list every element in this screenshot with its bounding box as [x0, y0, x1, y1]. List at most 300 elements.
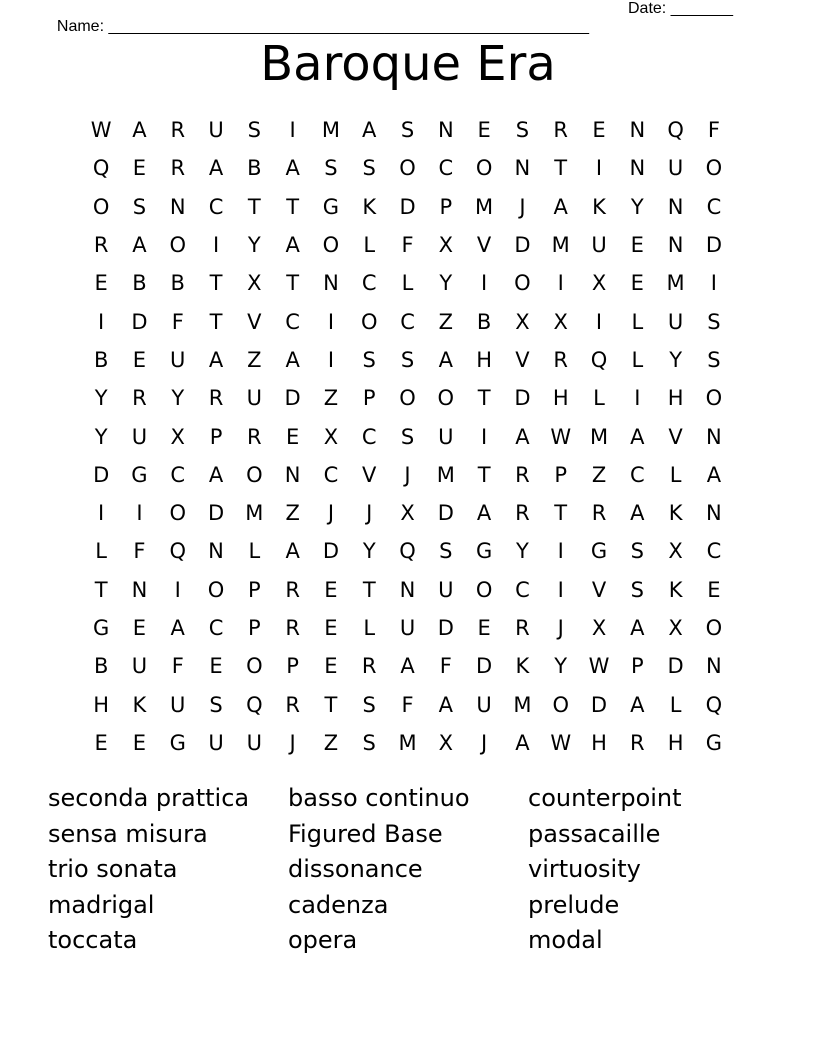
grid-letter[interactable]: H — [667, 386, 684, 411]
grid-letter[interactable]: S — [400, 424, 415, 449]
grid-letter[interactable]: U — [208, 118, 224, 143]
grid-letter[interactable]: O — [437, 386, 455, 411]
grid-letter[interactable]: C — [629, 462, 645, 487]
grid-letter[interactable]: Z — [285, 501, 300, 526]
grid-letter[interactable]: S — [630, 577, 644, 602]
grid-letter[interactable]: K — [515, 654, 530, 679]
word-list-item: dissonance — [288, 855, 423, 883]
grid-letter[interactable]: O — [246, 462, 263, 487]
grid-letter[interactable]: A — [400, 654, 415, 679]
grid-letter[interactable]: T — [554, 156, 568, 181]
grid-letter[interactable]: Y — [630, 194, 644, 219]
grid-letter[interactable]: G — [475, 539, 493, 564]
grid-letter[interactable]: G — [169, 730, 186, 755]
grid-letter[interactable]: T — [477, 462, 491, 487]
grid-letter[interactable]: Q — [246, 692, 263, 717]
grid-letter[interactable]: N — [629, 156, 646, 181]
grid-letter[interactable]: X — [247, 271, 262, 296]
grid-letter[interactable]: T — [286, 271, 300, 296]
grid-letter[interactable]: M — [513, 692, 532, 717]
grid-letter[interactable]: C — [706, 194, 722, 219]
word-list-item: seconda prattica — [48, 784, 250, 812]
word-list-item: trio sonata — [48, 855, 178, 883]
grid-letter[interactable]: C — [361, 424, 377, 449]
grid-letter[interactable]: Y — [94, 424, 108, 449]
word-list-item: passacaille — [528, 819, 661, 848]
grid-letter[interactable]: S — [707, 309, 721, 334]
word-list-item: virtuosity — [528, 855, 641, 883]
grid-letter[interactable]: V — [668, 424, 683, 449]
grid-letter[interactable]: E — [324, 616, 338, 640]
grid-letter[interactable]: R — [285, 692, 300, 717]
grid-letter[interactable]: Y — [554, 654, 568, 679]
grid-letter[interactable]: E — [630, 233, 644, 258]
grid-letter[interactable]: Q — [169, 539, 186, 564]
grid-letter[interactable]: B — [132, 271, 147, 296]
grid-letter[interactable]: I — [557, 577, 564, 602]
grid-letter[interactable]: O — [475, 156, 493, 181]
grid-letter[interactable]: A — [208, 156, 224, 181]
grid-letter[interactable]: N — [706, 501, 722, 526]
grid-letter[interactable]: K — [592, 194, 606, 219]
grid-letter[interactable]: P — [439, 194, 453, 219]
grid-letter[interactable]: Y — [247, 233, 261, 258]
grid-letter[interactable]: O — [552, 692, 569, 717]
grid-letter[interactable]: I — [98, 501, 105, 526]
grid-letter[interactable]: F — [171, 309, 184, 334]
grid-letter[interactable]: Y — [516, 539, 529, 564]
grid-letter[interactable]: L — [248, 539, 261, 564]
grid-letter[interactable]: U — [170, 692, 186, 717]
grid-letter[interactable]: L — [593, 386, 605, 411]
grid-letter[interactable]: K — [132, 692, 147, 717]
grid-letter[interactable]: X — [515, 309, 530, 334]
grid-letter[interactable]: S — [400, 118, 415, 143]
grid-letter[interactable]: P — [248, 577, 261, 602]
grid-letter[interactable]: R — [170, 118, 186, 143]
grid-letter[interactable]: N — [629, 118, 646, 143]
grid-letter[interactable]: A — [706, 462, 722, 487]
grid-letter[interactable]: W — [550, 730, 572, 755]
grid-letter[interactable]: S — [439, 539, 453, 564]
word-list-item: Figured Base — [288, 819, 443, 848]
grid-letter[interactable]: U — [438, 577, 454, 602]
grid-letter[interactable]: S — [362, 692, 376, 717]
grid-letter[interactable]: V — [247, 309, 262, 334]
grid-letter[interactable]: E — [285, 424, 300, 449]
grid-letter[interactable]: D — [322, 539, 340, 564]
grid-letter[interactable]: O — [169, 501, 186, 526]
grid-letter[interactable]: M — [551, 233, 570, 258]
grid-letter[interactable]: F — [133, 539, 146, 564]
grid-letter[interactable]: S — [630, 539, 644, 564]
grid-letter[interactable]: Z — [591, 462, 607, 487]
grid-letter[interactable]: I — [595, 156, 603, 181]
grid-letter[interactable]: Q — [590, 347, 608, 372]
grid-letter[interactable]: O — [705, 386, 723, 411]
grid-letter[interactable]: T — [362, 577, 376, 602]
word-list-item: madrigal — [48, 890, 155, 919]
grid-letter[interactable]: O — [399, 386, 416, 411]
grid-letter[interactable]: Z — [438, 309, 454, 334]
grid-letter[interactable]: R — [515, 501, 530, 526]
grid-letter[interactable]: N — [284, 462, 301, 487]
grid-letter[interactable]: R — [591, 501, 607, 526]
grid-letter[interactable]: P — [286, 654, 299, 679]
grid-letter[interactable]: A — [132, 233, 147, 258]
grid-letter[interactable]: D — [284, 386, 301, 411]
grid-letter[interactable]: D — [399, 194, 416, 219]
grid-letter[interactable]: B — [247, 156, 262, 181]
grid-letter[interactable]: J — [327, 501, 335, 526]
grid-letter[interactable]: U — [131, 424, 148, 449]
grid-letter[interactable]: R — [515, 462, 530, 487]
grid-letter[interactable]: R — [630, 730, 645, 755]
grid-letter[interactable]: O — [705, 156, 723, 181]
grid-letter[interactable]: R — [170, 156, 186, 181]
grid-letter[interactable]: B — [170, 271, 185, 296]
grid-letter[interactable]: J — [404, 462, 411, 487]
grid-letter[interactable]: L — [631, 309, 644, 334]
grid-letter[interactable]: A — [438, 692, 453, 717]
grid-letter[interactable]: G — [322, 194, 340, 219]
grid-letter[interactable]: J — [366, 501, 373, 526]
word-list-item: opera — [288, 926, 358, 954]
grid-letter[interactable]: N — [706, 654, 722, 679]
grid-letter[interactable]: J — [519, 194, 526, 219]
grid-letter[interactable]: U — [591, 233, 607, 258]
grid-letter[interactable]: I — [557, 539, 564, 564]
grid-letter[interactable]: S — [362, 347, 376, 372]
grid-letter[interactable]: E — [592, 118, 606, 143]
grid-letter[interactable]: O — [360, 309, 378, 334]
grid-letter[interactable]: R — [132, 386, 147, 411]
grid-letter[interactable]: G — [131, 462, 148, 487]
grid-letter[interactable]: O — [92, 194, 110, 219]
grid-letter[interactable]: O — [399, 156, 416, 181]
grid-letter[interactable]: E — [477, 616, 491, 640]
grid-letter[interactable]: S — [132, 194, 147, 219]
grid-letter[interactable]: O — [207, 577, 225, 602]
grid-letter[interactable]: S — [362, 730, 376, 755]
grid-letter[interactable]: E — [132, 616, 147, 640]
grid-letter[interactable]: H — [591, 730, 607, 755]
grid-letter[interactable]: D — [131, 309, 148, 334]
grid-letter[interactable]: S — [209, 692, 223, 717]
grid-letter[interactable]: E — [132, 156, 147, 181]
grid-letter[interactable]: Y — [171, 386, 185, 411]
grid-letter[interactable]: C — [361, 271, 377, 296]
grid-letter[interactable]: C — [323, 462, 339, 487]
grid-letter[interactable]: D — [93, 462, 110, 487]
grid-letter[interactable]: D — [476, 654, 493, 679]
grid-letter[interactable]: A — [285, 233, 300, 258]
grid-letter[interactable]: U — [399, 616, 416, 640]
grid-letter[interactable]: A — [515, 424, 530, 449]
grid-letter[interactable]: M — [245, 501, 264, 526]
grid-letter[interactable]: O — [514, 271, 531, 296]
grid-letter[interactable]: M — [475, 194, 494, 219]
grid-letter[interactable]: Z — [323, 730, 339, 755]
grid-letter[interactable]: X — [438, 730, 454, 755]
grid-letter[interactable]: D — [437, 616, 454, 640]
date-field-line[interactable]: Date: _______ — [628, 0, 733, 17]
grid-letter[interactable]: I — [174, 577, 181, 602]
grid-letter[interactable]: R — [247, 424, 262, 449]
grid-letter[interactable]: H — [476, 347, 493, 372]
grid-letter[interactable]: D — [667, 654, 684, 679]
grid-letter[interactable]: E — [477, 118, 491, 143]
grid-letter[interactable]: V — [515, 347, 530, 372]
grid-letter[interactable]: G — [93, 616, 110, 640]
grid-letter[interactable]: O — [475, 577, 493, 602]
grid-letter[interactable]: K — [668, 501, 683, 526]
grid-letter[interactable]: U — [131, 654, 148, 679]
grid-letter[interactable]: W — [550, 424, 572, 449]
grid-letter[interactable]: X — [553, 309, 568, 334]
grid-letter[interactable]: A — [208, 462, 224, 487]
grid-letter[interactable]: V — [362, 462, 377, 487]
grid-letter[interactable]: P — [630, 654, 644, 679]
grid-letter[interactable]: N — [514, 156, 531, 181]
grid-letter[interactable]: F — [171, 654, 184, 679]
grid-letter[interactable]: O — [322, 233, 340, 258]
grid-letter[interactable]: X — [400, 501, 415, 526]
grid-letter[interactable]: E — [94, 271, 108, 296]
grid-letter[interactable]: S — [515, 118, 530, 143]
grid-letter[interactable]: N — [706, 424, 722, 449]
grid-letter[interactable]: U — [667, 309, 684, 334]
grid-letter[interactable]: X — [668, 616, 683, 640]
grid-letter[interactable]: X — [668, 539, 683, 564]
grid-letter[interactable]: A — [438, 347, 453, 372]
grid-letter[interactable]: P — [248, 616, 261, 640]
grid-letter[interactable]: I — [289, 118, 296, 143]
grid-letter[interactable]: A — [285, 347, 300, 372]
grid-letter[interactable]: U — [667, 156, 684, 181]
grid-letter[interactable]: E — [94, 730, 108, 755]
grid-letter[interactable]: N — [667, 194, 684, 219]
grid-letter[interactable]: U — [246, 386, 263, 411]
grid-letter[interactable]: S — [324, 156, 338, 181]
grid-letter[interactable]: B — [93, 654, 109, 679]
grid-letter[interactable]: Q — [399, 539, 416, 564]
grid-letter[interactable]: E — [324, 577, 338, 602]
grid-letter[interactable]: P — [209, 424, 223, 449]
grid-letter[interactable]: A — [553, 194, 568, 219]
grid-letter[interactable]: I — [327, 309, 335, 334]
grid-letter[interactable]: N — [323, 271, 339, 296]
grid-letter[interactable]: W — [588, 654, 610, 679]
grid-letter[interactable]: U — [476, 692, 492, 717]
grid-letter[interactable]: Z — [247, 347, 262, 372]
grid-letter[interactable]: R — [285, 577, 300, 602]
grid-letter[interactable]: G — [590, 539, 608, 564]
grid-letter[interactable]: V — [591, 577, 607, 602]
grid-letter[interactable]: E — [324, 654, 338, 679]
grid-letter[interactable]: D — [590, 692, 608, 717]
grid-letter[interactable]: D — [514, 233, 531, 258]
grid-letter[interactable]: X — [591, 616, 607, 640]
grid-letter[interactable]: R — [208, 386, 224, 411]
grid-letter[interactable]: A — [630, 692, 645, 717]
grid-letter[interactable]: Q — [705, 692, 723, 717]
grid-letter[interactable]: C — [208, 194, 224, 219]
grid-letter[interactable]: I — [481, 424, 488, 449]
grid-letter[interactable]: D — [514, 386, 531, 411]
grid-letter[interactable]: A — [285, 539, 300, 564]
grid-letter[interactable]: U — [170, 347, 186, 372]
grid-letter[interactable]: R — [553, 118, 568, 143]
grid-letter[interactable]: N — [131, 577, 148, 602]
grid-letter[interactable]: O — [705, 616, 723, 640]
grid-letter[interactable]: I — [136, 501, 143, 526]
grid-letter[interactable]: O — [246, 654, 263, 679]
grid-letter[interactable]: C — [285, 309, 300, 334]
grid-letter[interactable]: S — [400, 347, 415, 372]
grid-letter[interactable]: A — [630, 616, 645, 640]
grid-letter[interactable]: T — [286, 194, 300, 219]
grid-letter[interactable]: L — [401, 271, 414, 296]
grid-letter[interactable]: I — [557, 271, 564, 296]
grid-letter[interactable]: P — [362, 386, 376, 411]
grid-letter[interactable]: J — [289, 730, 296, 755]
grid-letter[interactable]: M — [398, 730, 417, 755]
grid-letter[interactable]: C — [400, 309, 415, 334]
grid-letter[interactable]: M — [436, 462, 455, 487]
grid-letter[interactable]: R — [361, 654, 377, 679]
grid-letter[interactable]: E — [132, 730, 147, 755]
grid-letter[interactable]: I — [212, 233, 220, 258]
grid-letter[interactable]: I — [710, 271, 717, 296]
grid-letter[interactable]: D — [705, 233, 722, 258]
grid-letter[interactable]: S — [362, 156, 376, 181]
grid-letter[interactable]: W — [90, 118, 112, 143]
grid-letter[interactable]: A — [132, 118, 147, 143]
grid-letter[interactable]: A — [285, 156, 300, 181]
grid-letter[interactable]: K — [362, 194, 377, 219]
grid-letter[interactable]: A — [170, 616, 185, 640]
grid-letter[interactable]: K — [668, 577, 683, 602]
grid-letter[interactable]: A — [476, 501, 492, 526]
grid-letter[interactable]: E — [707, 577, 721, 602]
grid-letter[interactable]: U — [438, 424, 454, 449]
grid-letter[interactable]: Y — [669, 347, 683, 372]
grid-letter[interactable]: Y — [94, 386, 108, 411]
grid-letter[interactable]: R — [285, 616, 300, 640]
name-field-line[interactable]: Name: ______________________________________________________ — [56, 18, 589, 35]
grid-letter[interactable]: I — [481, 271, 488, 296]
grid-letter[interactable]: C — [438, 156, 454, 181]
grid-letter[interactable]: E — [630, 271, 644, 296]
grid-letter[interactable]: T — [324, 692, 338, 717]
grid-letter[interactable]: I — [634, 386, 641, 411]
grid-letter[interactable]: E — [132, 347, 147, 372]
grid-letter[interactable]: J — [481, 730, 488, 755]
grid-letter[interactable]: M — [321, 118, 340, 143]
grid-letter[interactable]: O — [169, 233, 186, 258]
grid-letter[interactable]: Q — [92, 156, 110, 181]
grid-letter[interactable]: T — [94, 577, 108, 602]
grid-letter[interactable]: F — [439, 654, 452, 679]
grid-letter[interactable]: F — [401, 233, 414, 258]
grid-letter[interactable]: A — [630, 501, 645, 526]
grid-letter[interactable]: A — [515, 730, 530, 755]
grid-letter[interactable]: E — [209, 654, 223, 679]
grid-letter[interactable]: M — [589, 424, 609, 449]
grid-letter[interactable]: A — [208, 347, 224, 372]
grid-letter[interactable]: N — [667, 233, 684, 258]
grid-letter[interactable]: X — [170, 424, 185, 449]
grid-letter[interactable]: B — [476, 309, 492, 334]
grid-letter[interactable]: V — [476, 233, 492, 258]
grid-letter[interactable]: C — [515, 577, 530, 602]
grid-letter[interactable]: X — [438, 233, 454, 258]
grid-letter[interactable]: Z — [323, 386, 339, 411]
grid-letter[interactable]: D — [207, 501, 225, 526]
grid-letter[interactable]: S — [707, 347, 721, 372]
grid-letter[interactable]: J — [557, 616, 564, 640]
grid-letter[interactable]: D — [437, 501, 454, 526]
grid-letter[interactable]: P — [554, 462, 568, 487]
grid-letter[interactable]: A — [630, 424, 645, 449]
grid-letter[interactable]: L — [669, 692, 682, 717]
grid-letter[interactable]: U — [246, 730, 263, 755]
grid-letter[interactable]: G — [705, 730, 723, 755]
grid-letter[interactable]: T — [209, 309, 223, 334]
grid-letter[interactable]: L — [95, 539, 107, 564]
grid-letter[interactable]: S — [247, 118, 261, 143]
grid-letter[interactable]: L — [669, 462, 682, 487]
grid-letter[interactable]: I — [595, 309, 603, 334]
grid-letter[interactable]: C — [170, 462, 186, 487]
grid-letter[interactable]: H — [667, 730, 684, 755]
grid-letter[interactable]: R — [515, 616, 530, 640]
grid-letter[interactable]: M — [666, 271, 685, 296]
grid-letter[interactable]: H — [93, 692, 110, 717]
grid-letter[interactable]: C — [706, 539, 722, 564]
word-list-item: modal — [528, 926, 603, 954]
grid-letter[interactable]: N — [169, 194, 186, 219]
grid-letter[interactable]: R — [93, 233, 109, 258]
grid-letter[interactable]: L — [363, 616, 376, 640]
grid-letter[interactable]: T — [554, 501, 568, 526]
grid-letter[interactable]: N — [437, 118, 454, 143]
grid-letter[interactable]: N — [399, 577, 416, 602]
grid-letter[interactable]: X — [591, 271, 607, 296]
grid-letter[interactable]: A — [362, 118, 377, 143]
grid-letter[interactable]: L — [363, 233, 376, 258]
grid-letter[interactable]: T — [209, 271, 223, 296]
grid-letter[interactable]: L — [631, 347, 644, 372]
grid-letter[interactable]: F — [707, 118, 720, 143]
grid-letter[interactable]: Y — [439, 271, 453, 296]
grid-letter[interactable]: B — [93, 347, 109, 372]
grid-letter[interactable]: U — [208, 730, 224, 755]
grid-letter[interactable]: I — [98, 309, 105, 334]
grid-letter[interactable]: X — [323, 424, 339, 449]
grid-letter[interactable]: H — [552, 386, 569, 411]
grid-letter[interactable]: N — [208, 539, 224, 564]
grid-letter[interactable]: I — [327, 347, 335, 372]
grid-letter[interactable]: Q — [667, 118, 684, 143]
grid-letter[interactable]: T — [477, 386, 491, 411]
grid-letter[interactable]: Y — [362, 539, 376, 564]
grid-letter[interactable]: T — [247, 194, 261, 219]
grid-letter[interactable]: F — [401, 692, 414, 717]
grid-letter[interactable]: C — [208, 616, 224, 640]
grid-letter[interactable]: R — [553, 347, 568, 372]
